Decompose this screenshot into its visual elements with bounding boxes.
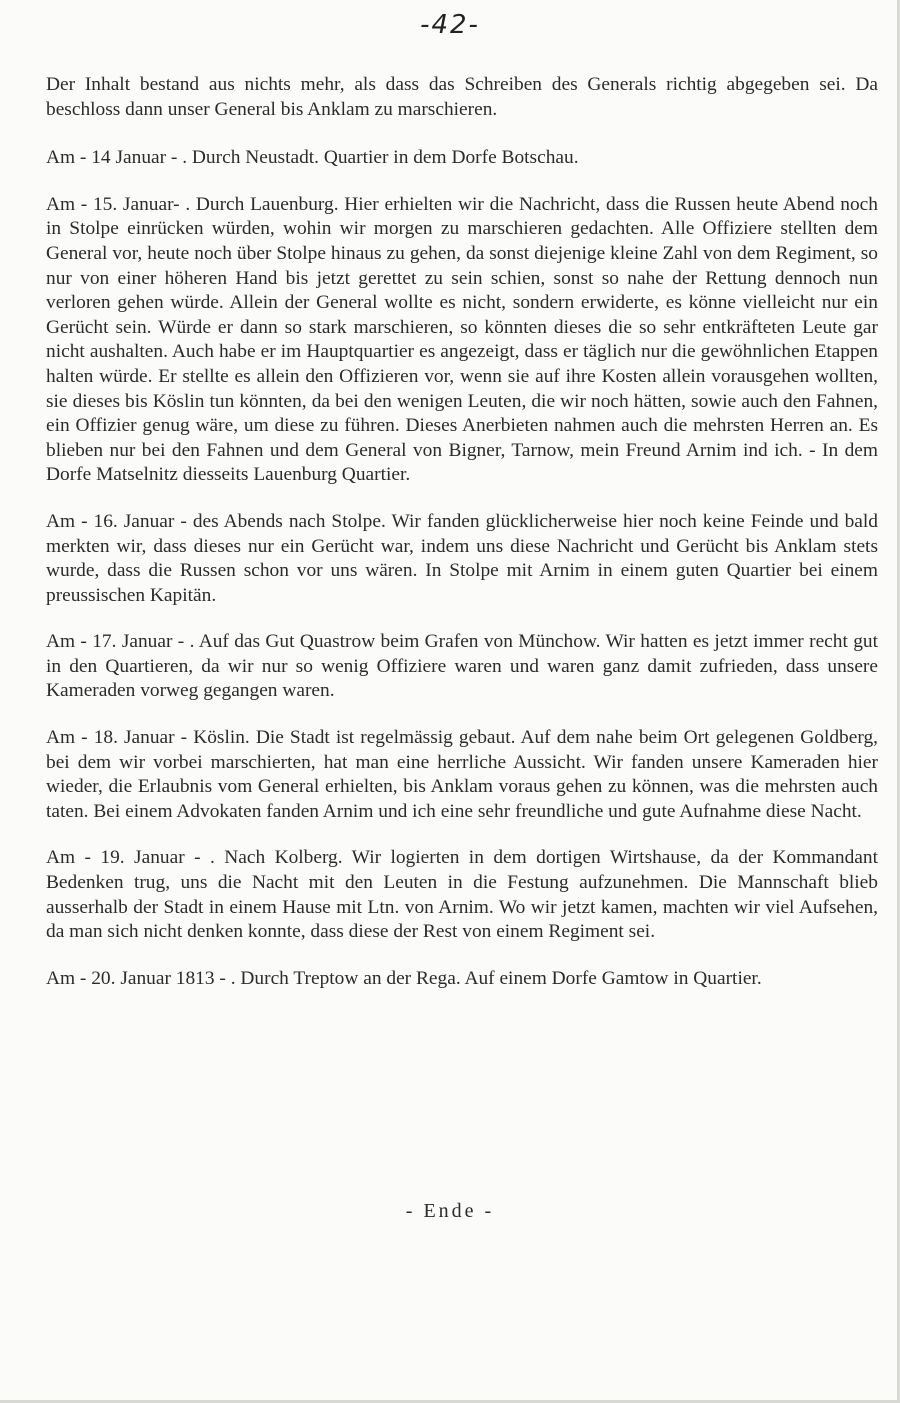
document-body (46, 73, 878, 1013)
paragraph-16-januar: Am - 16. Januar - des Abends nach Stolpe. Wir fanden glücklicherweise hier noch keine Feinde und bald merkten wir, dass dieses nur ein Gerücht war, indem uns diese Nachricht und Gerücht bis Anklam stets wurde, dass die Russen schon vor uns wären. In Stolpe mit Arnim in einem guten Quartier bei einem preussischen Kapitän. (46, 510, 878, 606)
paragraph-20-januar: Am - 20. Januar 1813 - . Durch Treptow an der Rega. Auf einem Dorfe Gamtow in Quartier. (46, 967, 762, 989)
paragraph-18-januar: Am - 18. Januar - Köslin. Die Stadt ist regelmässig gebaut. Auf dem nahe beim Ort gelegenen Goldberg, bei dem wir vorbei marschierten, hat man eine herrliche Aussicht. Wir fanden unsere Kameraden hier wieder, die Erlaubnis vom General erhielten, bis Anklam voraus gehen zu können, was die mehrsten auch taten. Bei einem Advokaten fanden Arnim und ich eine sehr freundliche und gute Aufnahme diese Nacht. (46, 727, 878, 822)
ende-marker: - Ende - (405, 1200, 495, 1222)
paragraph-15-januar: Am - 15. Januar- . Durch Lauenburg. Hier erhielten wir die Nachricht, dass die Russen heute Abend noch in Stolpe einrücken würden, wohin wir morgen zu marschieren gedachten. Alle Offiziere stellten dem General vor, heute noch über Stolpe hinaus zu gehen, da sonst diejenige kleine Zahl von dem Regiment, so nur von einer höheren Hand bis jetzt gerettet zu sein schien, sonst so nahe der Rettung dennoch nun verloren gehen würde. Allein der General wollte es nicht, sondern erwiderte, es könne vielleicht nur ein Gerücht sein. Würde er dann so stark marschieren, so könnten dieses die so sehr entkräfteten Leute gar nicht aushalten. Auch habe er im Hauptquartier es angezeigt, dass er täglich nur die gewöhnlichen Etappen halten würde. Er stellte es allein den Offizieren vor, wenn sie auf ihre Kosten allein vorausgehen wollten, sie dieses bis Köslin tun könnten, da bei den wenigen Leuten, die wir noch hätten, sowie auch den Fahnen, ein Offizier genug wäre, um diese zu führen. Dieses Anerbieten nahmen auch die mehrsten Herren an. Es blieben nur bei den Fahnen und dem General von Bigner, Tarnow, mein Freund Arnim ind ich. - In dem Dorfe Matselnitz diesseits Lauenburg Quartier. (46, 193, 878, 486)
paragraph-19-januar: Am - 19. Januar - . Nach Kolberg. Wir logierten in dem dortigen Wirtshause, da der Kommandant Bedenken trug, uns die Nacht mit den Leuten in die Festung aufzunehmen. Die Mannschaft blieb ausserhalb der Stadt in einem Hause mit Ltn. von Arnim. Wo wir jetzt kamen, machten wir viel Aufsehen, da man sich nicht denken konnte, dass diese der Rest von einem Regiment sei. (46, 847, 878, 943)
page-number: -42- (420, 10, 480, 40)
paragraph-14-januar: Am - 14 Januar - . Durch Neustadt. Quartier in dem Dorfe Botschau. (46, 147, 579, 169)
paragraph-17-januar: Am - 17. Januar - . Auf das Gut Quastrow beim Grafen von Münchow. Wir hatten es jetzt immer recht gut in den Quartieren, da wir nur so wenig Offiziere waren und waren ganz damit zufrieden, dass unsere Kameraden vorweg gegangen waren. (46, 631, 878, 702)
paragraph-intro: Der Inhalt bestand aus nichts mehr, als dass das Schreiben des Generals richtig abgegeben sei. Da beschloss dann unser General bis Anklam zu marschieren. (46, 74, 878, 120)
